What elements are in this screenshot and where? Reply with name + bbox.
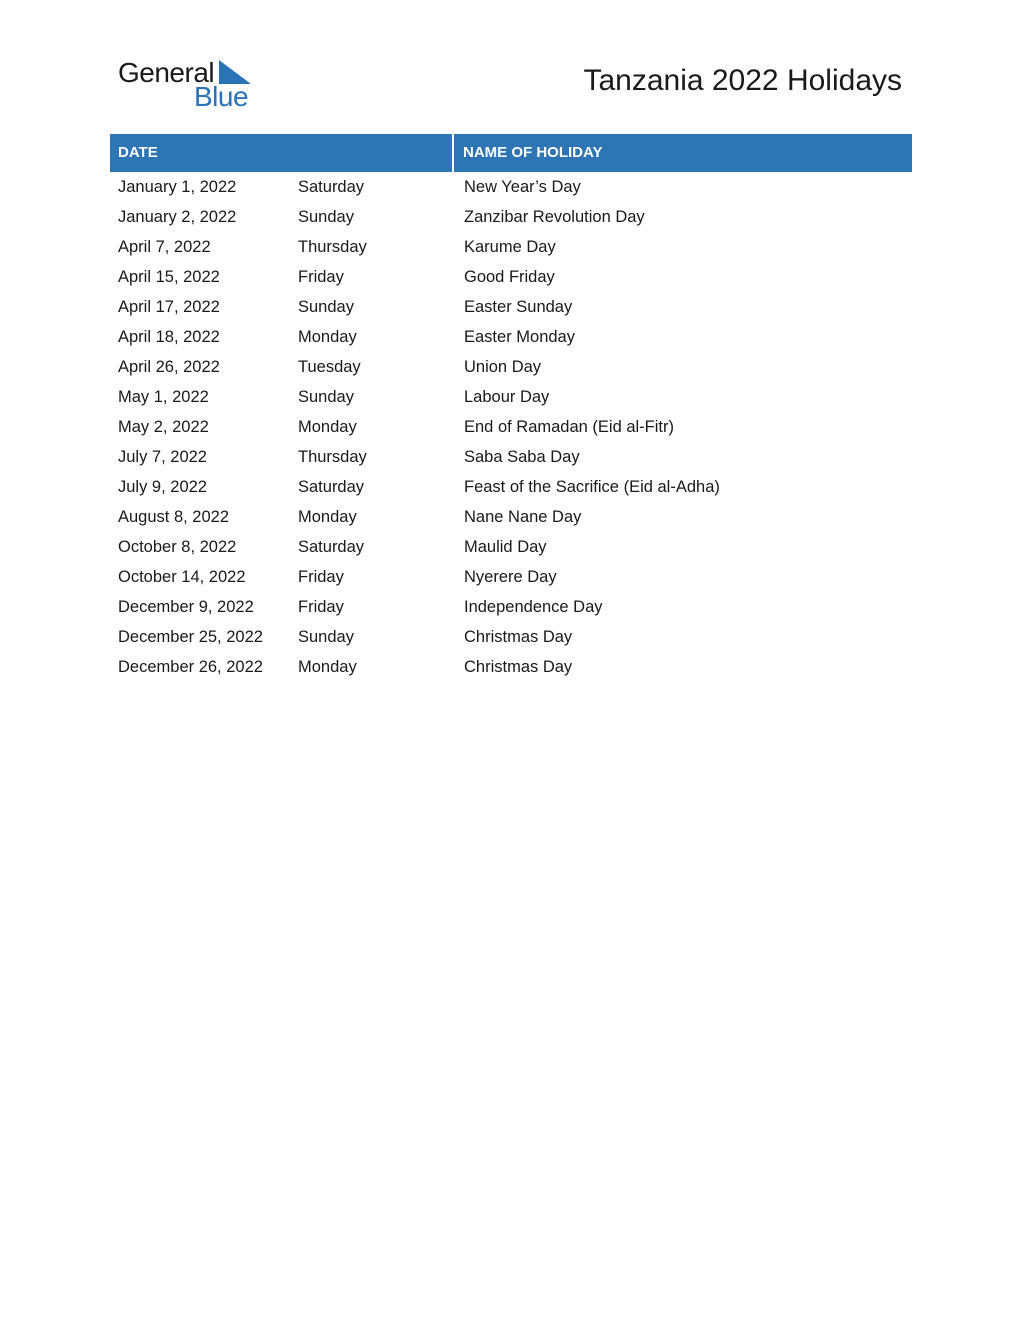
table-row: [110, 502, 912, 532]
table-row: [110, 262, 912, 292]
holiday-name: Nane Nane Day: [464, 508, 582, 526]
holiday-name: Christmas Day: [464, 628, 573, 646]
page-title: Tanzania 2022 Holidays: [583, 64, 902, 97]
holiday-name: Zanzibar Revolution Day: [464, 208, 645, 226]
table-row: [110, 562, 912, 592]
holiday-name: Easter Monday: [464, 328, 575, 346]
holiday-date: December 9, 2022: [118, 598, 254, 616]
holiday-date: May 1, 2022: [118, 388, 209, 406]
holiday-date: December 25, 2022: [118, 628, 263, 646]
holiday-weekday: Friday: [298, 268, 344, 286]
holiday-name: Christmas Day: [464, 658, 573, 676]
holiday-weekday: Friday: [298, 568, 344, 586]
column-header-holiday-name: NAME OF HOLIDAY: [463, 144, 603, 161]
holiday-weekday: Monday: [298, 508, 357, 526]
holiday-weekday: Sunday: [298, 208, 354, 226]
holiday-weekday: Tuesday: [298, 358, 361, 376]
holiday-name: Nyerere Day: [464, 568, 557, 586]
holiday-weekday: Saturday: [298, 478, 365, 496]
holiday-name: Karume Day: [464, 238, 556, 256]
holiday-date: April 15, 2022: [118, 268, 220, 286]
holiday-date: October 14, 2022: [118, 568, 246, 586]
table-row: [110, 322, 912, 352]
holiday-date: May 2, 2022: [118, 418, 209, 436]
logo-word-blue: Blue: [194, 81, 249, 112]
column-header-date: DATE: [110, 134, 454, 172]
table-row: [110, 352, 912, 382]
logo-word-general: General: [118, 57, 215, 88]
holiday-weekday: Friday: [298, 598, 344, 616]
table-row: [110, 292, 912, 322]
holiday-date: January 2, 2022: [118, 208, 237, 226]
holiday-date: April 17, 2022: [118, 298, 220, 316]
table-row: [110, 172, 912, 202]
holiday-date: December 26, 2022: [118, 658, 263, 676]
table-row: [110, 622, 912, 652]
holiday-date: April 7, 2022: [118, 238, 211, 256]
table-header: [110, 134, 912, 172]
holiday-name: Feast of the Sacrifice (Eid al-Adha): [464, 478, 720, 496]
holiday-weekday: Thursday: [298, 238, 367, 256]
holiday-name: Labour Day: [464, 388, 550, 406]
holiday-weekday: Saturday: [298, 178, 365, 196]
table-row: [110, 592, 912, 622]
holiday-name: Independence Day: [464, 598, 603, 616]
holiday-name: Maulid Day: [464, 538, 547, 556]
holiday-name: Easter Sunday: [464, 298, 573, 316]
table-row: [110, 472, 912, 502]
holiday-name: End of Ramadan (Eid al-Fitr): [464, 418, 674, 436]
table-row: [110, 442, 912, 472]
table-row: [110, 412, 912, 442]
table-row: [110, 652, 912, 682]
holiday-date: July 9, 2022: [118, 478, 207, 496]
holiday-weekday: Thursday: [298, 448, 367, 466]
holiday-weekday: Sunday: [298, 388, 354, 406]
holiday-date: April 26, 2022: [118, 358, 220, 376]
holiday-date: October 8, 2022: [118, 538, 237, 556]
holiday-weekday: Saturday: [298, 538, 365, 556]
holiday-name: Good Friday: [464, 268, 555, 286]
table-row: [110, 232, 912, 262]
holiday-weekday: Monday: [298, 328, 357, 346]
holiday-table: [110, 134, 912, 682]
holiday-weekday: Monday: [298, 418, 357, 436]
holiday-date: August 8, 2022: [118, 508, 230, 526]
holiday-weekday: Sunday: [298, 298, 354, 316]
table-row: [110, 202, 912, 232]
holiday-date: July 7, 2022: [118, 448, 207, 466]
holiday-weekday: Monday: [298, 658, 357, 676]
table-row: [110, 532, 912, 562]
holiday-date: January 1, 2022: [118, 178, 237, 196]
generalblue-logo: [118, 58, 258, 112]
holiday-date: April 18, 2022: [118, 328, 220, 346]
holiday-name: Saba Saba Day: [464, 448, 580, 466]
holiday-name: Union Day: [464, 358, 542, 376]
table-body: [110, 172, 912, 682]
table-row: [110, 382, 912, 412]
holiday-weekday: Sunday: [298, 628, 354, 646]
holiday-name: New Year’s Day: [464, 178, 581, 196]
